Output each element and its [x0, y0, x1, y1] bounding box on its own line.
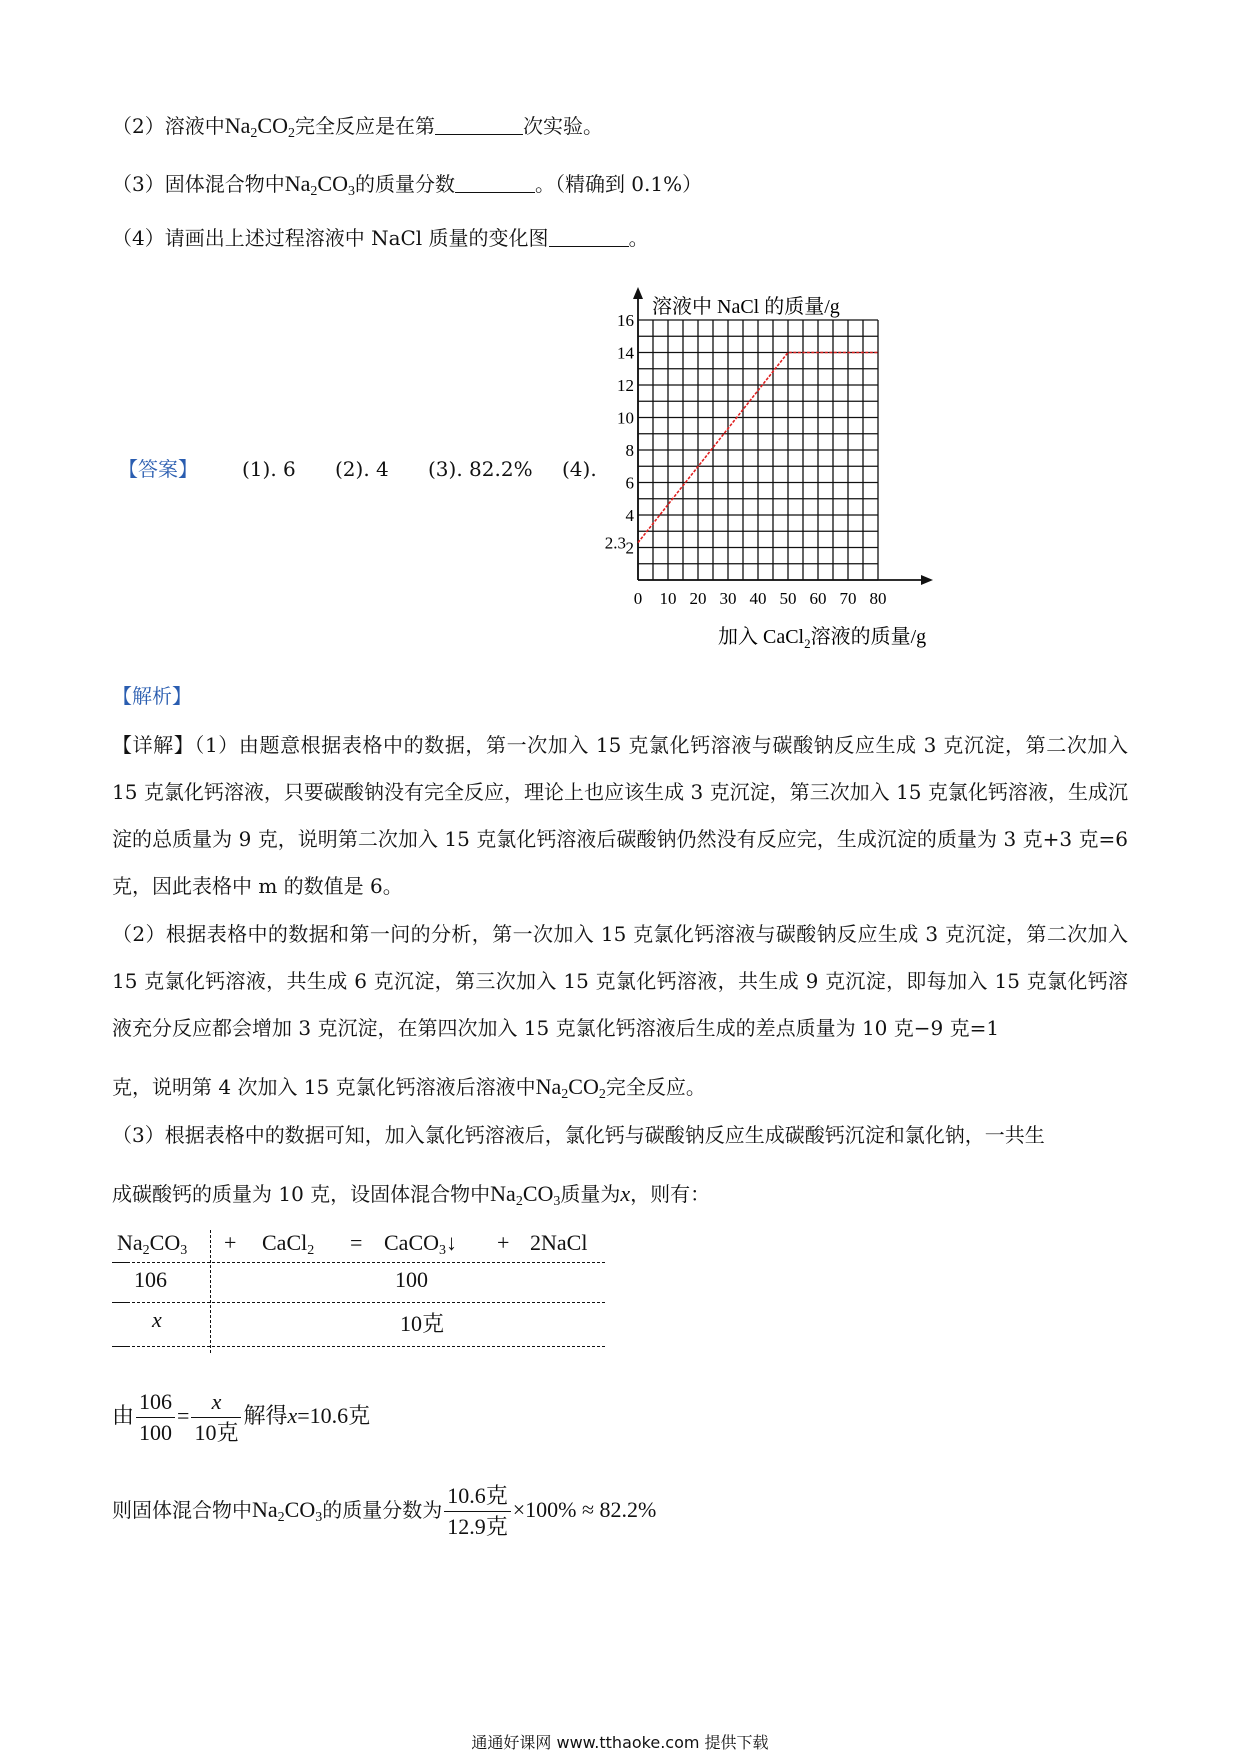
y-tick-label: 16 [617, 311, 634, 330]
q2-text: （2）溶液中 [112, 114, 225, 138]
answer-3: (3). 82.2% [428, 457, 533, 481]
chem-formula: $Na_2CO_3$ [284, 171, 355, 199]
detail-paragraph-2b: 克，说明第 4 次加入 15 克氯化钙溶液后溶液中$Na_2CO_2$完全反应。 [112, 1074, 706, 1102]
solve-line: 由 $\frac{106}{100}$ = $\frac{x}{\text{10克}}$ 解得x=10.6克 [112, 1388, 371, 1445]
equals-sign: = [350, 1230, 363, 1255]
y-tick-label: 10 [617, 408, 634, 428]
chart-grid [638, 320, 878, 580]
y-axis-arrow [633, 287, 643, 299]
x-tick-label: 60 [809, 589, 827, 608]
answer-blank [549, 226, 629, 247]
y-tick-label: 12 [617, 376, 634, 395]
result-line: 则固体混合物中$Na_2CO_3$的质量分数为 $\frac{\text{10.6克}}{\text{12.9克}}$ ×100% ≈ 82.2% [112, 1483, 657, 1539]
y-tick-label: 6 [625, 473, 634, 493]
x-tick-label: 30 [719, 589, 737, 608]
y-tick-label: 8 [625, 441, 634, 460]
answer-label: 【答案】 [118, 457, 198, 481]
answer-blank [455, 172, 535, 193]
chart-axes [633, 287, 933, 585]
plus-sign: + [497, 1230, 510, 1255]
chem-formula: $Na_2CO_3$ [490, 1181, 561, 1209]
answer-4: (4). [562, 457, 597, 481]
detail-paragraph-3b: 成碳酸钙的质量为 10 克，设固体混合物中$Na_2CO_3$质量为x，则有： [112, 1181, 711, 1209]
page-footer: 通通好课网 www.tthaoke.com 提供下载 [471, 1733, 769, 1752]
mass-caco3: 10克 [400, 1311, 445, 1336]
chart-ylabel: 溶液中 NaCl 的质量/g [652, 296, 840, 318]
reactant-na2co3: $Na_2CO_3$ [117, 1230, 188, 1258]
chem-formula: $Na_2CO_2$ [535, 1074, 606, 1102]
question-3: （3）固体混合物中$Na_2CO_3$的质量分数 。（精确到 0.1%） [112, 171, 703, 199]
chart-xlabel: 加入 CaCl$_2$溶液的质量/g [718, 626, 927, 651]
x-tick-label: 50 [779, 589, 797, 608]
x-axis-arrow [921, 575, 933, 585]
question-2: （2）溶液中$Na_2CO_2$完全反应是在第 次实验。 [112, 113, 603, 141]
unknown-x: x [152, 1307, 162, 1332]
x-tick-label: 40 [749, 589, 767, 608]
nacl-mass-chart [590, 285, 980, 655]
answer-2: (2). 4 [335, 457, 389, 481]
y-tick-label: 14 [617, 343, 634, 363]
product-nacl: 2NaCl [530, 1230, 588, 1255]
x-tick-label: 10 [659, 589, 677, 608]
detail-paragraph-1: 【详解】（1）由题意根据表格中的数据，第一次加入 15 克氯化钙溶液与碳酸钠反应生成 3 克沉淀，第二次加入 15 克氯化钙溶液，只要碳酸钠没有完全反应，理论上也应该生成 3 克沉淀，第三次加入 15 克氯化钙溶液，生成沉淀的总质量为 9 克，说明第二次加入 15 克氯化钙溶液后碳酸钠仍然没有反应完，生成沉淀的质量为 3 克+3 克=6 克，因此表格中 m 的数值是 6。 [112, 733, 1129, 898]
y-tick-label: 2 [625, 538, 634, 558]
answer-1: (1). 6 [242, 457, 296, 481]
detail-paragraph-2: （2）根据表格中的数据和第一问的分析，第一次加入 15 克氯化钙溶液与碳酸钠反应生成 3 克沉淀，第二次加入 15 克氯化钙溶液，共生成 6 克沉淀，第三次加入 15 克氯化钙溶液，共生成 9 克沉淀，即每加入 15 克氯化钙溶液充分反应都会增加 3 克沉淀，在第四次加入 15 克氯化钙溶液后生成的差点质量为 10 克−9 克=1 [112, 922, 1128, 1040]
product-caco3: CaCO$_3$↓ [384, 1230, 457, 1258]
answer-blank [435, 114, 523, 135]
x-tick-label: 80 [869, 589, 887, 608]
chem-formula: $Na_2CO_2$ [224, 113, 295, 141]
x-tick-label: 20 [689, 589, 707, 608]
analysis-label: 【解析】 [112, 684, 192, 708]
detail-paragraph-3: （3）根据表格中的数据可知，加入氯化钙溶液后，氯化钙与碳酸钠反应生成碳酸钙沉淀和氯化钠，一共生 [112, 1123, 1045, 1147]
detail-label: 【详解】 [112, 733, 195, 757]
reactant-cacl2: CaCl$_2$ [262, 1230, 315, 1258]
x-tick-label: 70 [839, 589, 857, 608]
question-4: （4）请画出上述过程溶液中 NaCl 质量的变化图 。 [112, 226, 649, 250]
y-tick-label: 4 [625, 506, 634, 525]
plus-sign: + [224, 1230, 237, 1255]
reaction-equation-table [112, 1230, 605, 1353]
molar-mass-na2co3: 106 [134, 1267, 167, 1292]
molar-mass-caco3: 100 [395, 1267, 428, 1292]
x-tick-label: 0 [633, 589, 643, 608]
y-mark-label: 2.3 [604, 533, 626, 553]
